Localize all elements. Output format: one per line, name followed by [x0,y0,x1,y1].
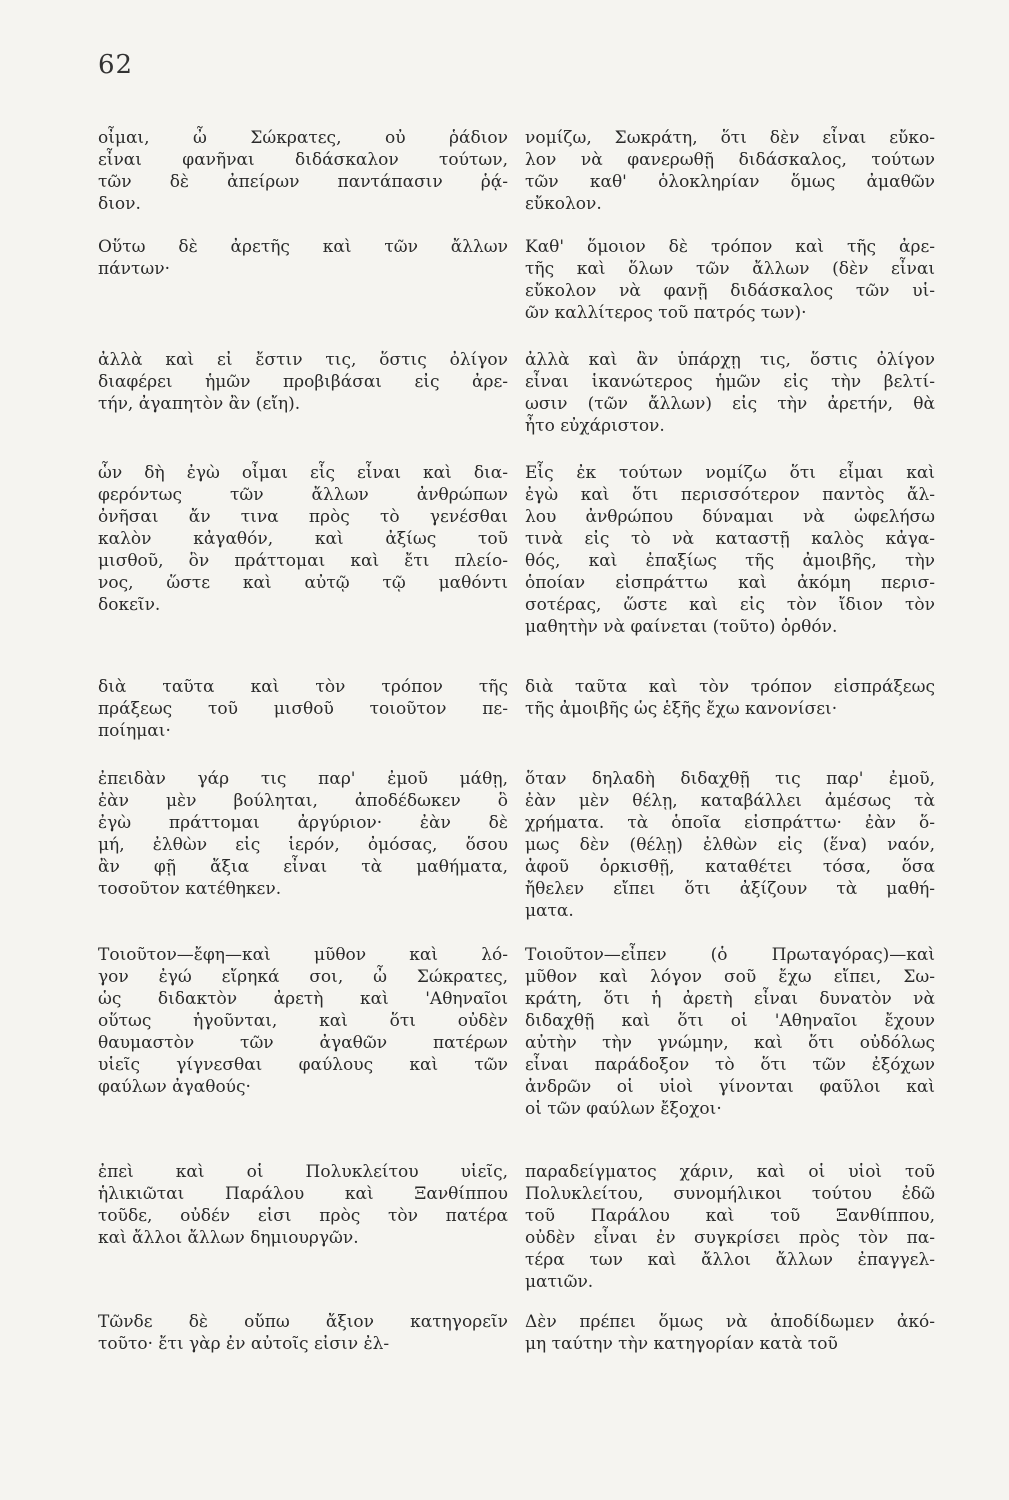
left-text-line: τήν, ἀγαπητὸν ἂν (εἴη). [98,394,301,414]
right-text-line: αὐτὴν τὴν γνώμην, καὶ ὅτι οὐδόλως [525,1033,935,1053]
right-text-line: ἐὰν μὲν θέλῃ, καταβάλλει ἀμέσως τὰ [525,791,935,811]
right-text-line: ἀφοῦ ὁρκισθῇ, καταθέτει τόσα, ὅσα [525,857,935,877]
right-text-line: Δὲν πρέπει ὅμως νὰ ἀποδίδωμεν ἀκό- [525,1312,935,1332]
right-text-line: Πολυκλείτου, συνομήλικοι τούτου ἐδῶ [525,1184,935,1204]
left-text-line: τῶν δὲ ἀπείρων παντάπασιν ῥᾴ- [98,172,508,192]
left-text-line: καὶ ἄλλοι ἄλλων δημιουργῶν. [98,1228,359,1248]
right-text-line: μαθητὴν νὰ φαίνεται (τοῦτο) ὀρθόν. [525,617,838,637]
right-text-line: ἐγὼ καὶ ὅτι περισσότερον παντὸς ἄλ- [525,485,935,505]
right-text-line: ἦτο εὐχάριστον. [525,416,665,436]
left-text-line: ἀλλὰ καὶ εἰ ἔστιν τις, ὅστις ὀλίγον [98,350,508,370]
left-paragraph [98,676,508,742]
left-text-line: Τοιοῦτον—ἔφη—καὶ μῦθον καὶ λό- [98,945,508,965]
right-text-line: τῆς καὶ ὅλων τῶν ἄλλων (δὲν εἶναι [525,259,935,279]
right-text-line: νομίζω, Σωκράτη, ὅτι δὲν εἶναι εὔκο- [525,128,935,148]
right-text-line: ὁποίαν εἰσπράττω καὶ ἀκόμη περισ- [525,573,935,593]
left-text-line: οὕτως ἡγοῦνται, καὶ ὅτι οὐδὲν [98,1011,508,1031]
left-text-line: Οὕτω δὲ ἀρετῆς καὶ τῶν ἄλλων [98,237,508,257]
page-number: 62 [98,50,134,80]
right-text-line: εὔκολον. [525,194,602,214]
left-text-line: ἐπεὶ καὶ οἱ Πολυκλείτου υἱεῖς, [98,1162,508,1182]
left-text-line: φαύλων ἀγαθούς· [98,1077,251,1097]
right-paragraph [525,462,935,638]
left-paragraph [98,944,508,1098]
right-text-line: τῆς ἀμοιβῆς ὡς ἑξῆς ἔχω κανονίσει· [525,699,838,719]
right-text-line: σοτέρας, ὥστε καὶ εἰς τὸν ἴδιον τὸν [525,595,935,615]
left-text-line: διαφέρει ἡμῶν προβιβάσαι εἰς ἀρε- [98,372,508,392]
left-text-line: ὧν δὴ ἐγὼ οἶμαι εἷς εἶναι καὶ δια- [98,463,508,483]
right-text-line: τῶν καθ' ὁλοκληρίαν ὅμως ἀμαθῶν [525,172,935,192]
left-text-line: τοῦτο· ἔτι γὰρ ἐν αὐτοῖς εἰσιν ἐλ- [98,1334,390,1354]
right-paragraph [525,127,935,215]
left-text-line: θαυμαστὸν τῶν ἀγαθῶν πατέρων [98,1033,508,1053]
right-paragraph [525,1311,935,1355]
right-text-line: ματιῶν. [525,1272,594,1292]
left-text-line: τοσοῦτον κατέθηκεν. [98,879,282,899]
right-text-line: εἶναι ἱκανώτερος ἡμῶν εἰς τὴν βελτί- [525,372,935,392]
left-paragraph [98,236,508,280]
right-paragraph [525,944,935,1120]
left-text-line: ἐὰν μὲν βούληται, ἀποδέδωκεν ὃ [98,791,508,811]
right-text-line: παραδείγματος χάριν, καὶ οἱ υἱοὶ τοῦ [525,1162,935,1182]
left-text-line: πάντων· [98,259,170,279]
right-text-line: λου ἀνθρώπου δύναμαι νὰ ὠφελήσω [525,507,935,527]
left-paragraph [98,127,508,215]
left-text-line: ὡς διδακτὸν ἀρετὴ καὶ 'Αθηναῖοι [98,989,508,1009]
left-text-line: φερόντως τῶν ἄλλων ἀνθρώπων [98,485,508,505]
right-text-line: ματα. [525,901,574,921]
right-paragraph [525,236,935,324]
right-paragraph [525,1161,935,1293]
left-text-line: υἱεῖς γίγνεσθαι φαύλους καὶ τῶν [98,1055,508,1075]
right-text-line: χρήματα. τὰ ὁποῖα εἰσπράττω· ἐὰν ὅ- [525,813,935,833]
left-text-line: δοκεῖν. [98,595,161,615]
right-paragraph [525,349,935,437]
right-text-line: ωσιν (τῶν ἄλλων) εἰς τὴν ἀρετήν, θὰ [525,394,935,414]
right-text-line: οἱ τῶν φαύλων ἔξοχοι· [525,1099,722,1119]
right-text-line: ἤθελεν εἴπει ὅτι ἀξίζουν τὰ μαθή- [525,879,935,899]
left-text-line: τοῦδε, οὐδέν εἰσι πρὸς τὸν πατέρα [98,1206,508,1226]
left-paragraph [98,768,508,900]
left-text-line: εἶναι φανῆναι διδάσκαλον τούτων, [98,150,508,170]
right-text-line: τινὰ εἰς τὸ νὰ καταστῇ καλὸς κἀγα- [525,529,935,549]
left-text-line: ὀνῆσαι ἄν τινα πρὸς τὸ γενέσθαι [98,507,508,527]
right-paragraph [525,768,935,922]
right-text-line: θός, καὶ ἐπαξίως τῆς ἀμοιβῆς, τὴν [525,551,935,571]
left-paragraph [98,349,508,415]
right-text-line: διὰ ταῦτα καὶ τὸν τρόπον εἰσπράξεως [525,677,935,697]
right-text-line: ἀλλὰ καὶ ἂν ὑπάρχῃ τις, ὅστις ὀλίγον [525,350,935,370]
right-text-line: ἀνδρῶν οἱ υἱοὶ γίνονται φαῦλοι καὶ [525,1077,935,1097]
left-text-line: ποίημαι· [98,721,171,741]
right-text-line: μη ταύτην τὴν κατηγορίαν κατὰ τοῦ [525,1334,838,1354]
left-text-line: μή, ἐλθὼν εἰς ἱερόν, ὀμόσας, ὅσου [98,835,508,855]
right-text-line: Τοιοῦτον—εἶπεν (ὁ Πρωταγόρας)—καὶ [525,945,935,965]
right-text-line: Καθ' ὅμοιον δὲ τρόπον καὶ τῆς ἀρε- [525,237,935,257]
left-text-line: ἡλικιῶται Παράλου καὶ Ξανθίππου [98,1184,508,1204]
left-text-line: πράξεως τοῦ μισθοῦ τοιοῦτον πε- [98,699,508,719]
left-paragraph [98,1311,508,1355]
left-text-line: οἶμαι, ὦ Σώκρατες, οὐ ῥάδιον [98,128,508,148]
left-text-line: γον ἐγώ εἴρηκά σοι, ὦ Σώκρατες, [98,967,508,987]
right-text-line: τοῦ Παράλου καὶ τοῦ Ξανθίππου, [525,1206,935,1226]
right-text-line: κράτη, ὅτι ἡ ἀρετὴ εἶναι δυνατὸν νὰ [525,989,935,1009]
left-text-line: νος, ὥστε καὶ αὐτῷ τῷ μαθόντι [98,573,508,593]
left-paragraph [98,1161,508,1249]
left-text-line: διὰ ταῦτα καὶ τὸν τρόπον τῆς [98,677,508,697]
right-text-line: τέρα των καὶ ἄλλοι ἄλλων ἐπαγγελ- [525,1250,935,1270]
left-text-line: διον. [98,194,141,214]
right-text-line: μως δὲν (θέλῃ) ἐλθὼν εἰς (ἕνα) ναόν, [525,835,935,855]
left-text-line: ἂν φῇ ἄξια εἶναι τὰ μαθήματα, [98,857,508,877]
left-paragraph [98,462,508,616]
right-text-line: ὅταν δηλαδὴ διδαχθῇ τις παρ' ἐμοῦ, [525,769,935,789]
left-text-line: μισθοῦ, ὃν πράττομαι καὶ ἔτι πλείο- [98,551,508,571]
right-paragraph [525,676,935,720]
right-text-line: εἶναι παράδοξον τὸ ὅτι τῶν ἐξόχων [525,1055,935,1075]
left-text-line: ἐπειδὰν γάρ τις παρ' ἐμοῦ μάθῃ, [98,769,508,789]
right-text-line: ῶν καλλίτερος τοῦ πατρός των)· [525,303,807,323]
right-text-line: εὔκολον νὰ φανῇ διδάσκαλος τῶν υἱ- [525,281,935,301]
right-text-line: μῦθον καὶ λόγον σοῦ ἔχω εἴπει, Σω- [525,967,935,987]
right-text-line: οὐδὲν εἶναι ἐν συγκρίσει πρὸς τὸν πα- [525,1228,935,1248]
right-text-line: Εἷς ἐκ τούτων νομίζω ὅτι εἶμαι καὶ [525,463,935,483]
right-text-line: διδαχθῇ καὶ ὅτι οἱ 'Αθηναῖοι ἔχουν [525,1011,935,1031]
left-text-line: καλὸν κἀγαθόν, καὶ ἀξίως τοῦ [98,529,508,549]
right-text-line: λον νὰ φανερωθῇ διδάσκαλος, τούτων [525,150,935,170]
left-text-line: ἐγὼ πράττομαι ἀργύριον· ἐὰν δὲ [98,813,508,833]
left-text-line: Τῶνδε δὲ οὔπω ἄξιον κατηγορεῖν [98,1312,508,1332]
